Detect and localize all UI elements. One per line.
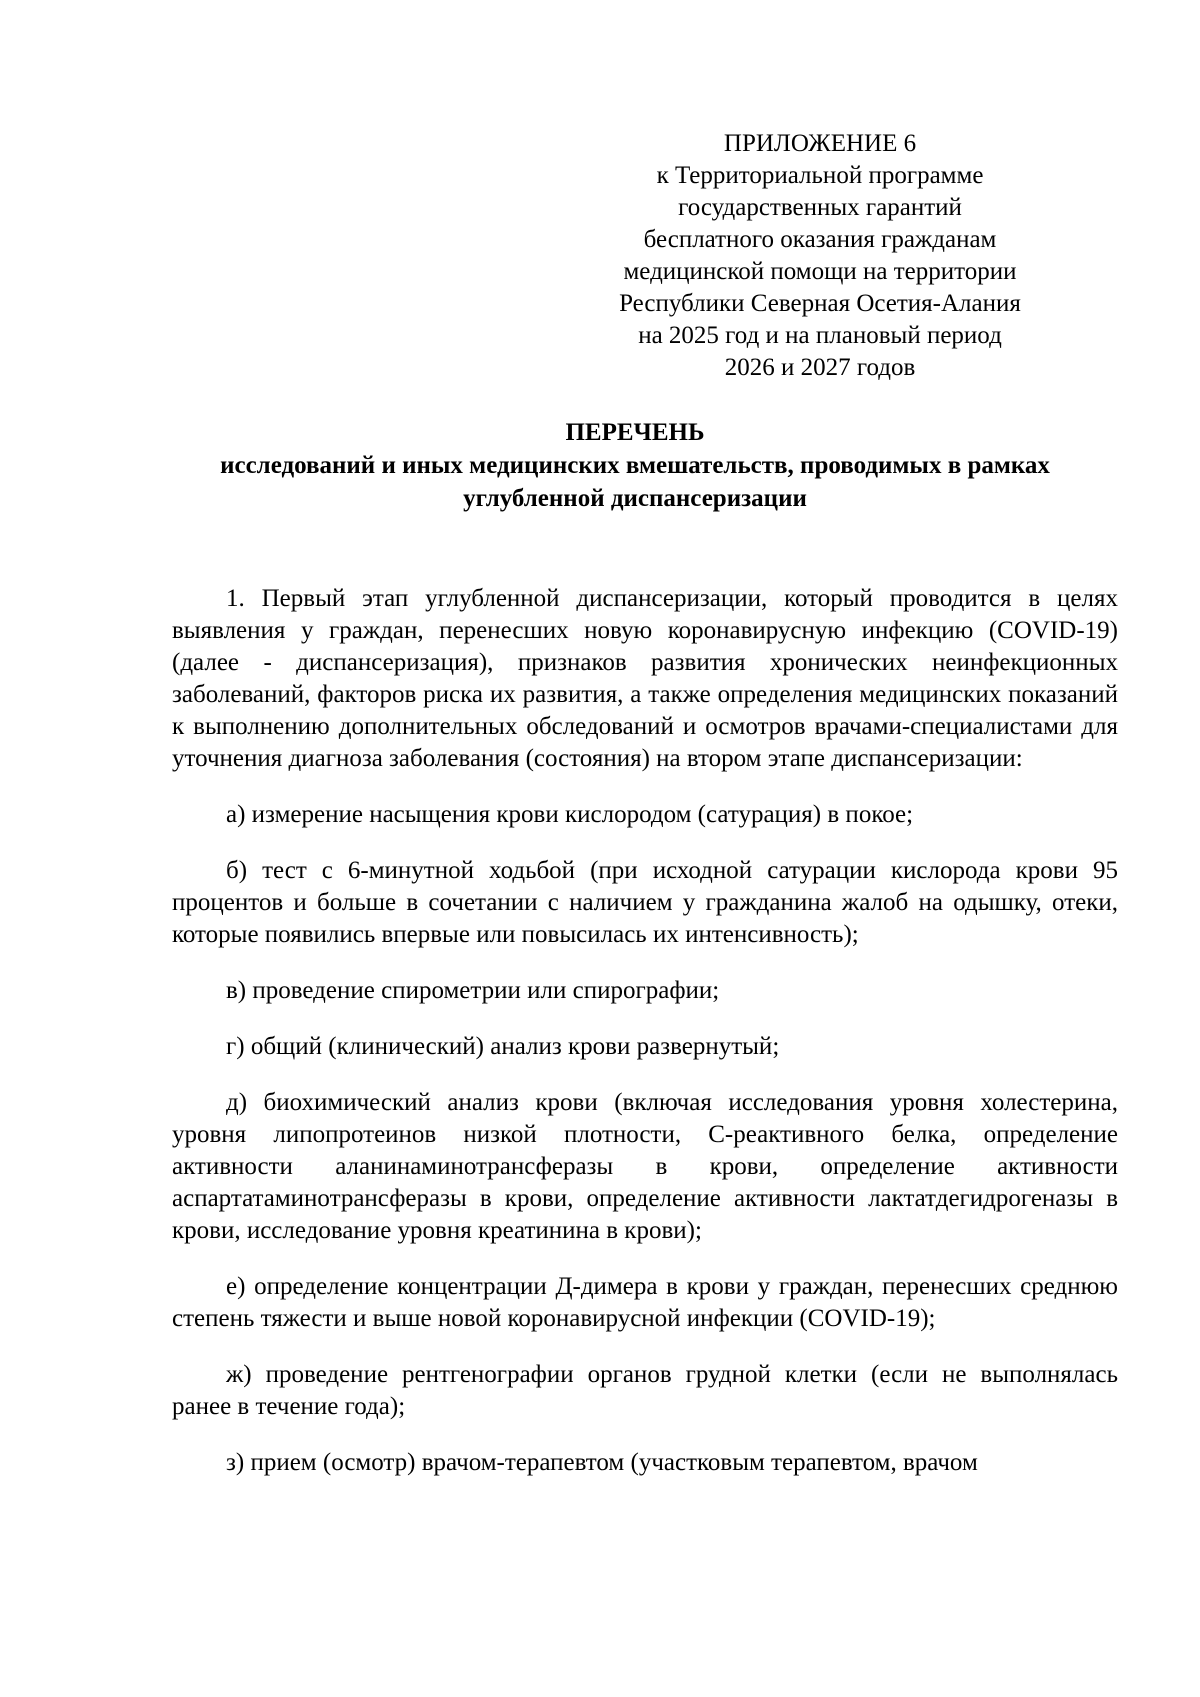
appendix-line: на 2025 год и на плановый период	[638, 322, 1002, 349]
title-subtitle-line: углубленной диспансеризации	[463, 485, 807, 512]
appendix-line: ПРИЛОЖЕНИЕ 6	[723, 130, 917, 157]
appendix-line: медицинской помощи на территории	[623, 258, 1017, 285]
list-item-g: г) общий (клинический) анализ крови развернутый;	[226, 1033, 780, 1060]
paragraph-item-1: 1. Первый этап углубленной диспансеризации, который проводится в целях выявления у граждан, перенесших новую коронавирусную инфекцию (COVID-19) (далее - диспансеризация), признаков развития хронических неинфекционных заболеваний, факторов риска их развития, а также определения медицинских показаний к выполнению дополнительных обследований и осмотров врачами-специалистами для уточнения диагноза заболевания (состояния) на втором этапе диспансеризации:	[172, 585, 1118, 772]
list-item-v: в) проведение спирометрии или спирографии;	[226, 977, 720, 1004]
appendix-line: Республики Северная Осетия-Алания	[619, 290, 1021, 317]
list-item-b: б) тест с 6-минутной ходьбой (при исходной сатурации кислорода крови 95 процентов и больше в сочетании с наличием у гражданина жалоб на одышку, отеки, которые появились впервые или повысилась их интенсивность);	[172, 857, 1118, 948]
list-item-a: а) измерение насыщения крови кислородом (сатурация) в покое;	[226, 801, 914, 828]
list-item-e: е) определение концентрации Д-димера в крови у граждан, перенесших среднюю степень тяжести и выше новой коронавирусной инфекции (COVID-19);	[172, 1273, 1118, 1332]
appendix-line: 2026 и 2027 годов	[724, 354, 916, 381]
title-heading: ПЕРЕЧЕНЬ	[565, 419, 705, 446]
title-subtitle-line: исследований и иных медицинских вмешательств, проводимых в рамках	[220, 452, 1050, 479]
document-body	[172, 583, 1118, 1503]
appendix-header	[540, 128, 1100, 384]
appendix-line: государственных гарантий	[678, 194, 962, 221]
appendix-line: к Территориальной программе	[656, 162, 984, 189]
list-item-z: з) прием (осмотр) врачом-терапевтом (участковым терапевтом, врачом	[226, 1449, 978, 1476]
appendix-line: бесплатного оказания гражданам	[643, 226, 997, 253]
list-item-d: д) биохимический анализ крови (включая исследования уровня холестерина, уровня липопротеинов низкой плотности, С-реактивного белка, определение активности аланинаминотрансферазы в крови, определение активности аспартатаминотрансферазы в крови, определение активности лактатдегидрогеназы в крови, исследование уровня креатинина в крови);	[172, 1089, 1118, 1244]
document-title	[160, 416, 1110, 515]
list-item-zh: ж) проведение рентгенографии органов грудной клетки (если не выполнялась ранее в течение года);	[172, 1361, 1118, 1420]
